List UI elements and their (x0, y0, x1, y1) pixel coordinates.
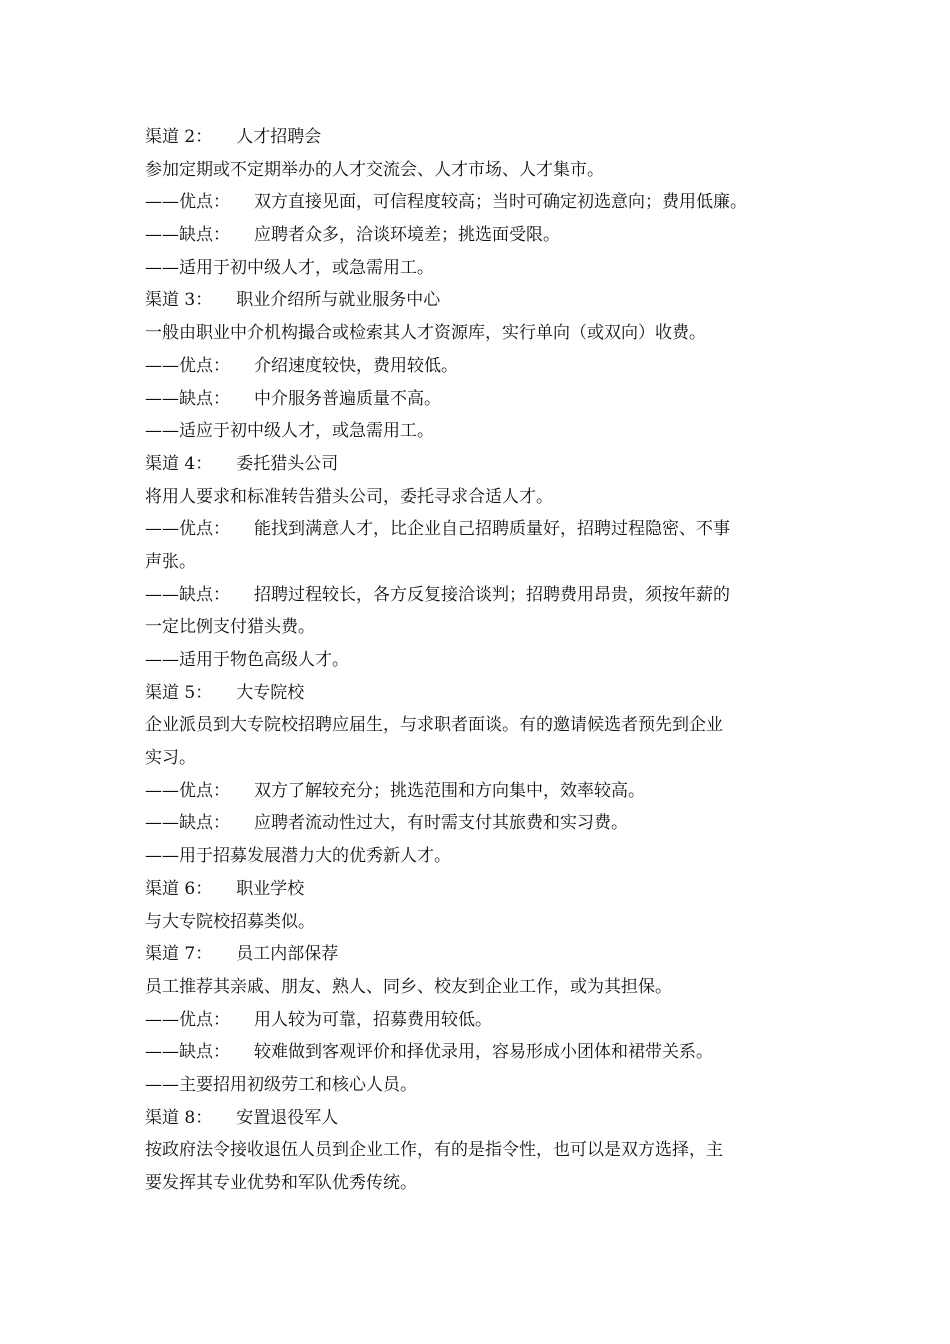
paragraph-line (145, 546, 810, 579)
line-text: 声张。 (145, 551, 196, 572)
line-text: 一般由职业中介机构撮合或检索其人才资源库，实行单向（或双向）收费。 (145, 323, 706, 344)
line-text: 要发挥其专业优势和军队优秀传统。 (145, 1173, 417, 1193)
disadvantage-line (145, 807, 810, 840)
channel-3-heading (145, 284, 810, 317)
paragraph-line (145, 611, 810, 644)
line-text: 应聘者众多，洽谈环境差；挑选面受限。 (254, 225, 560, 246)
advantage-line (145, 775, 810, 808)
line-label: 渠道 4： (145, 453, 213, 474)
line-text: 应聘者流动性过大，有时需支付其旅费和实习费。 (254, 813, 628, 834)
paragraph-line (145, 971, 810, 1004)
channel-6-heading (145, 873, 810, 906)
applicability-line (145, 1069, 810, 1102)
line-text: 将用人要求和标准转告猎头公司，委托寻求合适人才。 (145, 486, 553, 507)
paragraph-line (145, 709, 810, 742)
channel-8-heading (145, 1102, 810, 1135)
applicability-line (145, 644, 810, 677)
line-text: 员工推荐其亲戚、朋友、熟人、同乡、校友到企业工作，或为其担保。 (145, 976, 672, 997)
line-text: ——适应于初中级人才，或急需用工。 (145, 421, 434, 442)
document-body (145, 121, 810, 1200)
channel-7-heading (145, 938, 810, 971)
line-label: ——优点： (145, 780, 230, 801)
channel-5-heading (145, 677, 810, 710)
line-label: ——缺点： (145, 584, 230, 605)
line-text: 员工内部保荐 (236, 944, 339, 965)
advantage-line (145, 513, 810, 546)
line-label: ——缺点： (145, 1042, 230, 1063)
paragraph-line (145, 906, 810, 939)
applicability-line (145, 840, 810, 873)
disadvantage-line (145, 219, 810, 252)
paragraph-line (145, 317, 810, 350)
line-text: 与大专院校招募类似。 (145, 911, 315, 932)
line-label: 渠道 6： (145, 878, 213, 899)
line-label: 渠道 5： (145, 682, 213, 703)
applicability-line (145, 252, 810, 285)
paragraph-line (145, 154, 810, 187)
line-label: ——缺点： (145, 813, 230, 834)
channel-4-heading (145, 448, 810, 481)
line-text: 较难做到客观评价和择优录用，容易形成小团体和裙带关系。 (254, 1042, 713, 1063)
channel-2-heading (145, 121, 810, 154)
line-text: 介绍速度较快，费用较低。 (254, 355, 458, 376)
paragraph-line (145, 481, 810, 514)
line-text: 中介服务普遍质量不高。 (254, 388, 441, 409)
disadvantage-line (145, 1036, 810, 1069)
line-text: 双方直接见面，可信程度较高；当时可确定初选意向；费用低廉。 (254, 192, 747, 213)
line-label: 渠道 7： (145, 944, 213, 965)
paragraph-line (145, 1134, 810, 1167)
line-text: 实习。 (145, 748, 196, 769)
line-label: ——优点： (145, 519, 230, 540)
line-label: 渠道 3： (145, 290, 213, 311)
disadvantage-line (145, 579, 810, 612)
line-text: 双方了解较充分；挑选范围和方向集中，效率较高。 (254, 780, 645, 801)
line-text: 按政府法令接收退伍人员到企业工作，有的是指令性，也可以是双方选择，主 (145, 1140, 723, 1161)
applicability-line (145, 415, 810, 448)
line-text: 能找到满意人才，比企业自己招聘质量好，招聘过程隐密、不事 (254, 519, 730, 540)
line-text: 大专院校 (236, 682, 305, 703)
advantage-line (145, 186, 810, 219)
line-text: ——用于招募发展潜力大的优秀新人才。 (145, 846, 451, 867)
paragraph-line (145, 742, 810, 775)
line-label: ——优点： (145, 355, 230, 376)
line-text: 职业介绍所与就业服务中心 (236, 290, 441, 311)
line-text: 委托猎头公司 (236, 453, 339, 474)
line-label: ——优点： (145, 192, 230, 213)
line-text: 招聘过程较长，各方反复接洽谈判；招聘费用昂贵，须按年薪的 (254, 584, 730, 605)
line-text: 人才招聘会 (236, 127, 322, 147)
line-label: ——缺点： (145, 388, 230, 409)
disadvantage-line (145, 383, 810, 416)
line-text: 安置退役军人 (236, 1107, 339, 1128)
line-text: 一定比例支付猎头费。 (145, 617, 315, 638)
line-label: 渠道 8： (145, 1107, 213, 1128)
paragraph-line (145, 1167, 810, 1200)
line-label: ——优点： (145, 1009, 230, 1030)
line-text: 参加定期或不定期举办的人才交流会、人才市场、人才集市。 (145, 159, 604, 180)
line-text: 企业派员到大专院校招聘应届生，与求职者面谈。有的邀请候选者预先到企业 (145, 715, 723, 736)
line-label: ——缺点： (145, 225, 230, 246)
line-text: 职业学校 (236, 878, 305, 899)
line-text: ——适用于初中级人才，或急需用工。 (145, 257, 434, 278)
line-text: 用人较为可靠，招募费用较低。 (254, 1009, 492, 1030)
advantage-line (145, 1004, 810, 1037)
advantage-line (145, 350, 810, 383)
line-text: ——适用于物色高级人才。 (145, 650, 349, 670)
line-text: ——主要招用初级劳工和核心人员。 (145, 1074, 417, 1095)
line-label: 渠道 2： (145, 127, 213, 147)
